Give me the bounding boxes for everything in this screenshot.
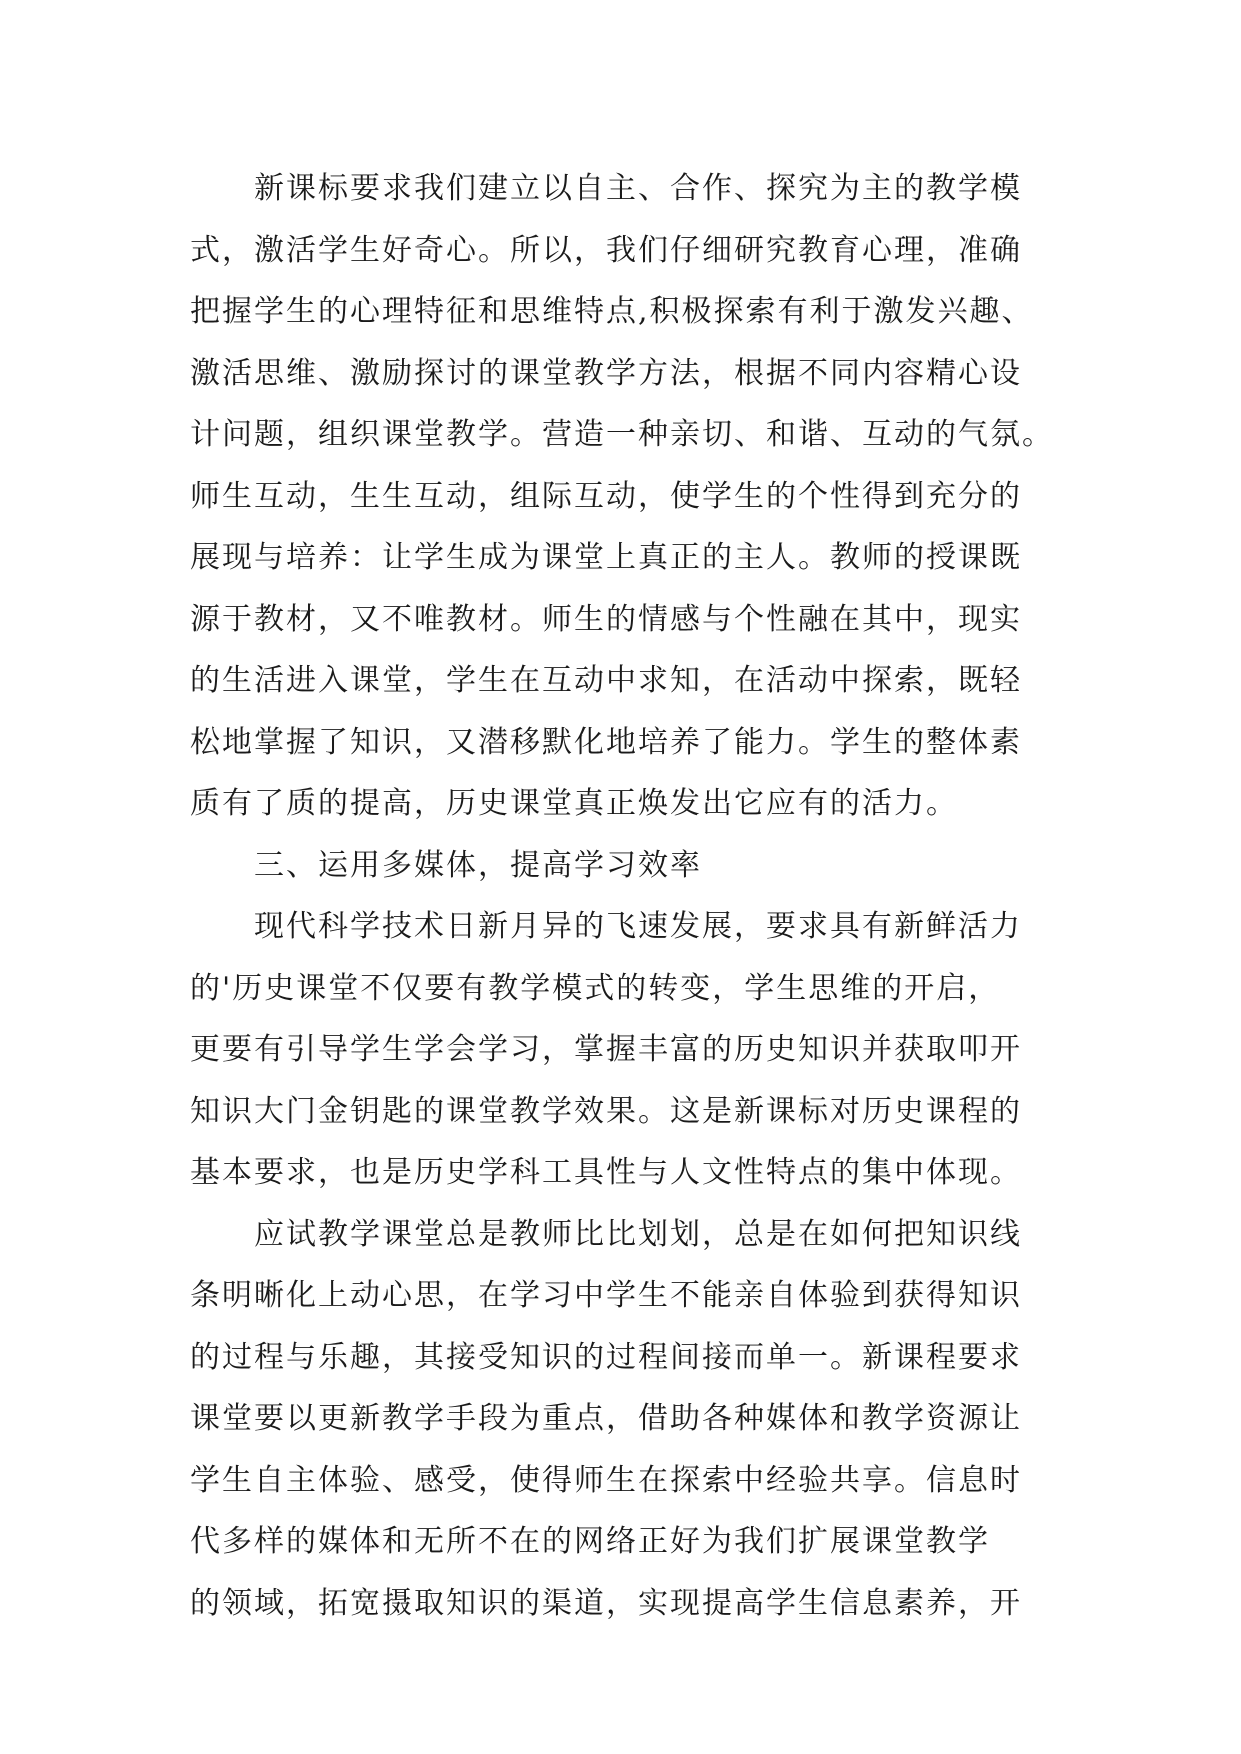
- text-line: 代多样的媒体和无所不在的网络正好为我们扩展课堂教学: [190, 1524, 990, 1559]
- text-line: 源于教材，又不唯教材。师生的情感与个性融在其中，现实: [190, 601, 1022, 637]
- text-line: 的生活进入课堂，学生在互动中求知，在活动中探索，既轻: [190, 663, 1022, 698]
- text-line: 计问题，组织课堂教学。营造一种亲切、和谐、互动的气氛。: [190, 417, 1054, 452]
- text-line: 学生自主体验、感受，使得师生在探索中经验共享。信息时: [190, 1462, 1022, 1498]
- text-line: 的过程与乐趣，其接受知识的过程间接而单一。新课程要求: [190, 1339, 1022, 1375]
- text-line: 三、运用多媒体，提高学习效率: [254, 847, 702, 883]
- text-line: 把握学生的心理特征和思维特点,积极探索有利于激发兴趣、: [190, 294, 1034, 329]
- text-line: 激活思维、激励探讨的课堂教学方法，根据不同内容精心设: [190, 355, 1022, 391]
- text-line: 条明晰化上动心思，在学习中学生不能亲自体验到获得知识: [190, 1278, 1022, 1313]
- text-line: 新课标要求我们建立以自主、合作、探究为主的教学模: [254, 171, 1022, 206]
- text-line: 师生互动，生生互动，组际互动，使学生的个性得到充分的: [190, 478, 1022, 514]
- text-line: 的领域，拓宽摄取知识的渠道，实现提高学生信息素养，开: [190, 1585, 1022, 1621]
- text-line: 质有了质的提高，历史课堂真正焕发出它应有的活力。: [190, 786, 958, 821]
- text-line: 更要有引导学生学会学习，掌握丰富的历史知识并获取叩开: [190, 1032, 1022, 1067]
- text-line: 基本要求，也是历史学科工具性与人文性特点的集中体现。: [190, 1155, 1022, 1190]
- text-line: 知识大门金钥匙的课堂教学效果。这是新课标对历史课程的: [190, 1093, 1022, 1129]
- text-line: 现代科学技术日新月异的飞速发展，要求具有新鲜活力: [254, 909, 1022, 944]
- text-line: 的'历史课堂不仅要有教学模式的转变，学生思维的开启，: [190, 970, 1001, 1006]
- text-line: 应试教学课堂总是教师比比划划，总是在如何把知识线: [254, 1216, 1022, 1252]
- document-body: [190, 158, 1090, 1634]
- text-line: 松地掌握了知识，又潜移默化地培养了能力。学生的整体素: [190, 724, 1022, 760]
- text-line: 式，激活学生好奇心。所以，我们仔细研究教育心理，准确: [190, 232, 1022, 268]
- text-line: 展现与培养：让学生成为课堂上真正的主人。教师的授课既: [190, 540, 1022, 575]
- text-line: 课堂要以更新教学手段为重点，借助各种媒体和教学资源让: [190, 1401, 1022, 1436]
